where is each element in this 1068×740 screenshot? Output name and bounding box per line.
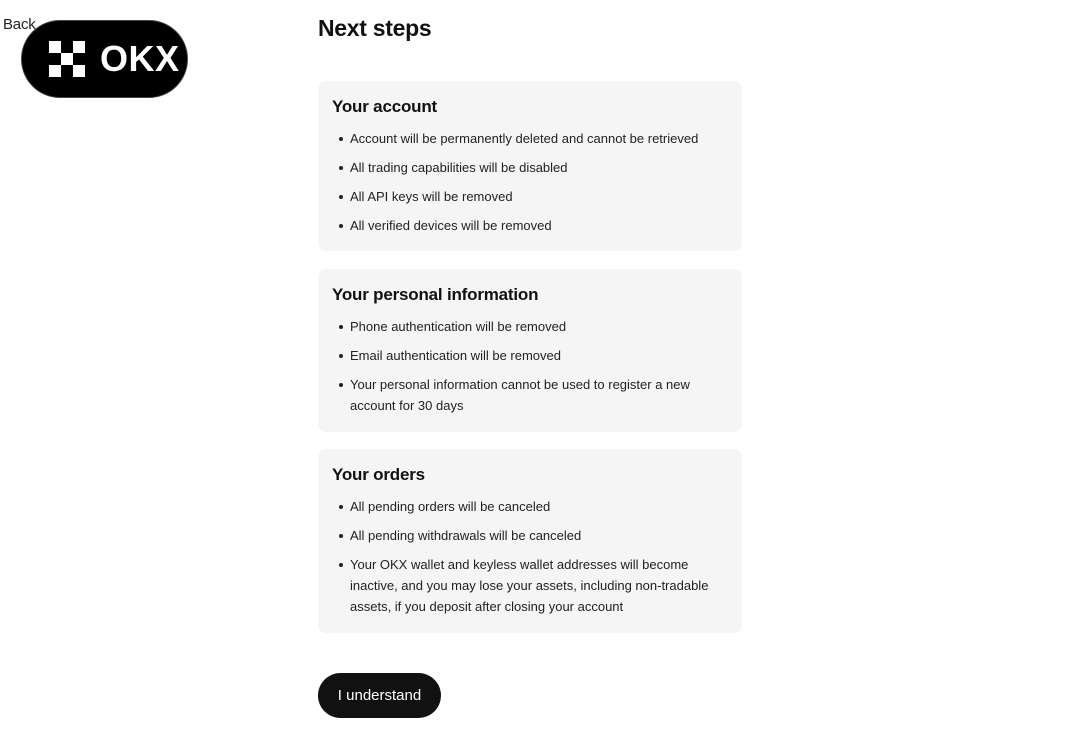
list-item: All verified devices will be removed xyxy=(332,215,728,236)
logo-text: OKX xyxy=(100,38,180,79)
personal-information-card xyxy=(318,269,742,432)
okx-logo xyxy=(21,20,188,98)
list-item: Phone authentication will be removed xyxy=(332,316,728,337)
account-card xyxy=(318,81,742,251)
list-item: Account will be permanently deleted and cannot be retrieved xyxy=(332,128,728,149)
personal-information-consequences-list xyxy=(332,316,728,416)
orders-card-title: Your orders xyxy=(332,465,425,484)
account-card-title: Your account xyxy=(332,97,437,116)
orders-consequences-list xyxy=(332,496,728,617)
list-item: All trading capabilities will be disabled xyxy=(332,157,728,178)
list-item: All pending withdrawals will be canceled xyxy=(332,525,728,546)
back-link[interactable]: Back xyxy=(3,16,36,33)
list-item: Your personal information cannot be used to register a new account for 30 days xyxy=(332,374,728,416)
orders-card xyxy=(318,449,742,633)
list-item: Email authentication will be removed xyxy=(332,345,728,366)
personal-information-card-title: Your personal information xyxy=(332,285,539,304)
list-item: All pending orders will be canceled xyxy=(332,496,728,517)
okx-logo-mark-icon xyxy=(49,41,85,77)
account-consequences-list xyxy=(332,128,728,236)
i-understand-button[interactable]: I understand xyxy=(318,673,441,718)
page-title: Next steps xyxy=(318,15,432,41)
list-item: Your OKX wallet and keyless wallet addresses will become inactive, and you may lose your assets, including non-tradable assets, if you deposit after closing your account xyxy=(332,554,728,617)
list-item: All API keys will be removed xyxy=(332,186,728,207)
